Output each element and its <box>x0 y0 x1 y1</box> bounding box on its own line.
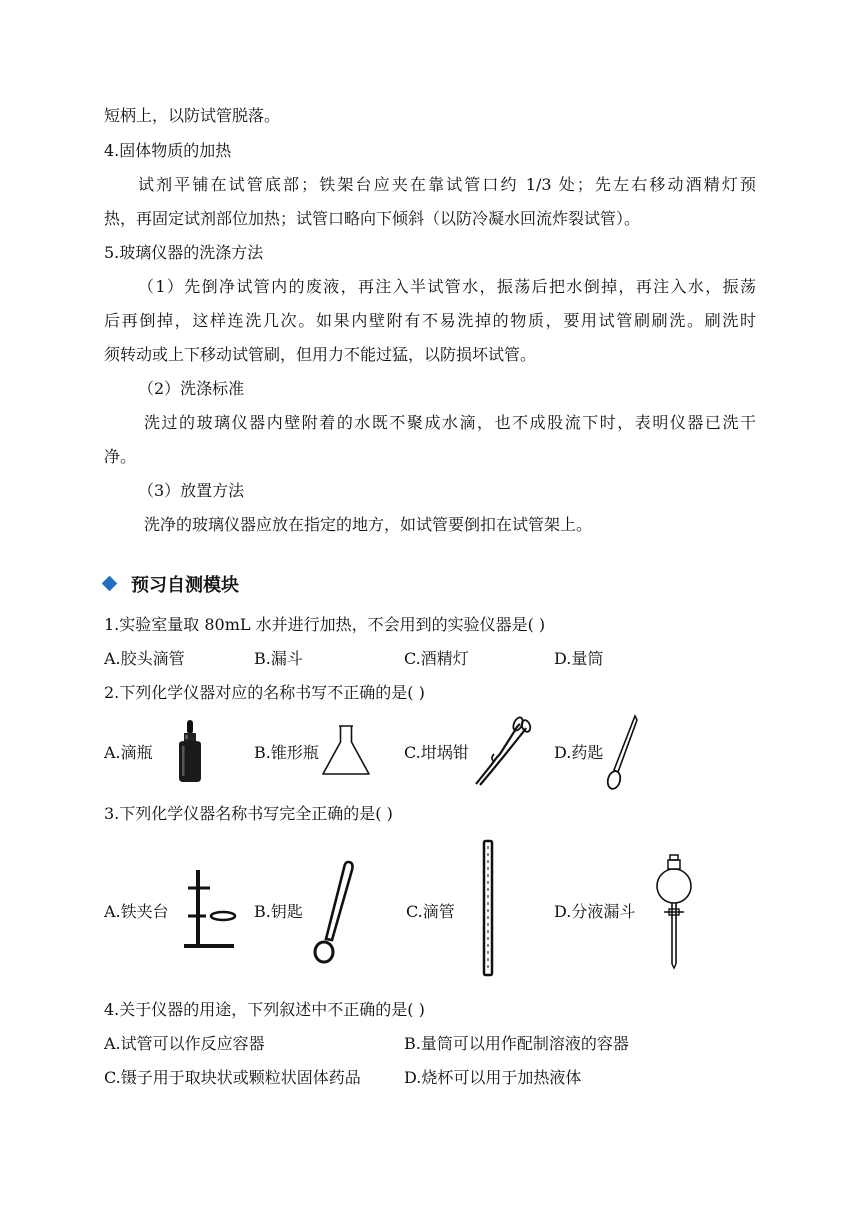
option-b[interactable]: B.量筒可以用作配制溶液的容器 <box>404 1034 629 1053</box>
section-heading <box>104 572 239 600</box>
note-line: 短柄上，以防试管脱落。 <box>104 106 281 125</box>
option-b[interactable]: B.钥匙 <box>254 902 303 921</box>
medicine-spoon-icon <box>304 856 360 966</box>
paragraph-line: （1）先倒净试管内的废液，再注入半试管水，振荡后把水倒掉，再注入水，振荡 <box>138 277 756 296</box>
paragraph-line: 洗净的玻璃仪器应放在指定的地方，如试管要倒扣在试管架上。 <box>144 515 593 534</box>
question-stem: 1.实验室量取 80mL 水并进行加热，不会用到的实验仪器是( ) <box>104 615 546 634</box>
iron-stand-icon <box>180 866 240 950</box>
subheading-washing-standard: （2）洗涤标准 <box>138 379 245 398</box>
question-stem: 2.下列化学仪器对应的名称书写不正确的是( ) <box>104 683 425 702</box>
section-title: 预习自测模块 <box>131 575 239 596</box>
crucible-tongs-icon <box>470 712 532 788</box>
option-b[interactable]: B.锥形瓶 <box>254 743 319 762</box>
paragraph-line: 后再倒掉，这样连洗几次。如果内壁附有不易洗掉的物质，要用试管刷刷洗。刷洗时 <box>104 311 756 330</box>
paragraph-line: 洗过的玻璃仪器内壁附着的水既不聚成水滴，也不成股流下时，表明仪器已洗干 <box>144 413 756 432</box>
option-d[interactable]: D.药匙 <box>554 743 604 762</box>
option-a[interactable]: A.滴瓶 <box>104 743 153 762</box>
question-stem: 4.关于仪器的用途，下列叙述中不正确的是( ) <box>104 1000 425 1019</box>
separatory-funnel-icon <box>650 852 698 970</box>
conical-flask-icon <box>320 722 372 778</box>
option-c[interactable]: C.坩埚钳 <box>404 743 469 762</box>
subheading-solid-heating: 4.固体物质的加热 <box>104 141 232 160</box>
option-a[interactable]: A.试管可以作反应容器 <box>104 1034 265 1053</box>
option-d[interactable]: D.分液漏斗 <box>554 902 636 921</box>
paragraph-line: 净。 <box>104 447 137 466</box>
option-c[interactable]: C.酒精灯 <box>404 649 469 668</box>
option-a[interactable]: A.胶头滴管 <box>104 649 185 668</box>
option-c[interactable]: C.滴管 <box>406 902 455 921</box>
paragraph-line: 须转动或上下移动试管刷，但用力不能过猛，以防损坏试管。 <box>104 345 537 364</box>
option-d[interactable]: D.量筒 <box>554 649 604 668</box>
medicine-spoon-icon <box>602 712 644 792</box>
subheading-placement-method: （3）放置方法 <box>138 481 245 500</box>
option-c[interactable]: C.镊子用于取块状或颗粒状固体药品 <box>104 1068 361 1087</box>
glass-tube-icon <box>478 838 498 978</box>
option-d[interactable]: D.烧杯可以用于加热液体 <box>404 1068 582 1087</box>
option-b[interactable]: B.漏斗 <box>254 649 303 668</box>
diamond-bullet-icon <box>102 576 118 592</box>
dropper-bottle-icon <box>174 718 206 784</box>
subheading-glassware-washing: 5.玻璃仪器的洗涤方法 <box>104 243 264 262</box>
paragraph-line: 试剂平铺在试管底部；铁架台应夹在靠试管口约 1/3 处；先左右移动酒精灯预 <box>138 175 756 194</box>
question-stem: 3.下列化学仪器名称书写完全正确的是( ) <box>104 804 393 823</box>
option-a[interactable]: A.铁夹台 <box>104 902 169 921</box>
paragraph-line: 热，再固定试剂部位加热；试管口略向下倾斜（以防冷凝水回流炸裂试管）。 <box>104 209 641 228</box>
